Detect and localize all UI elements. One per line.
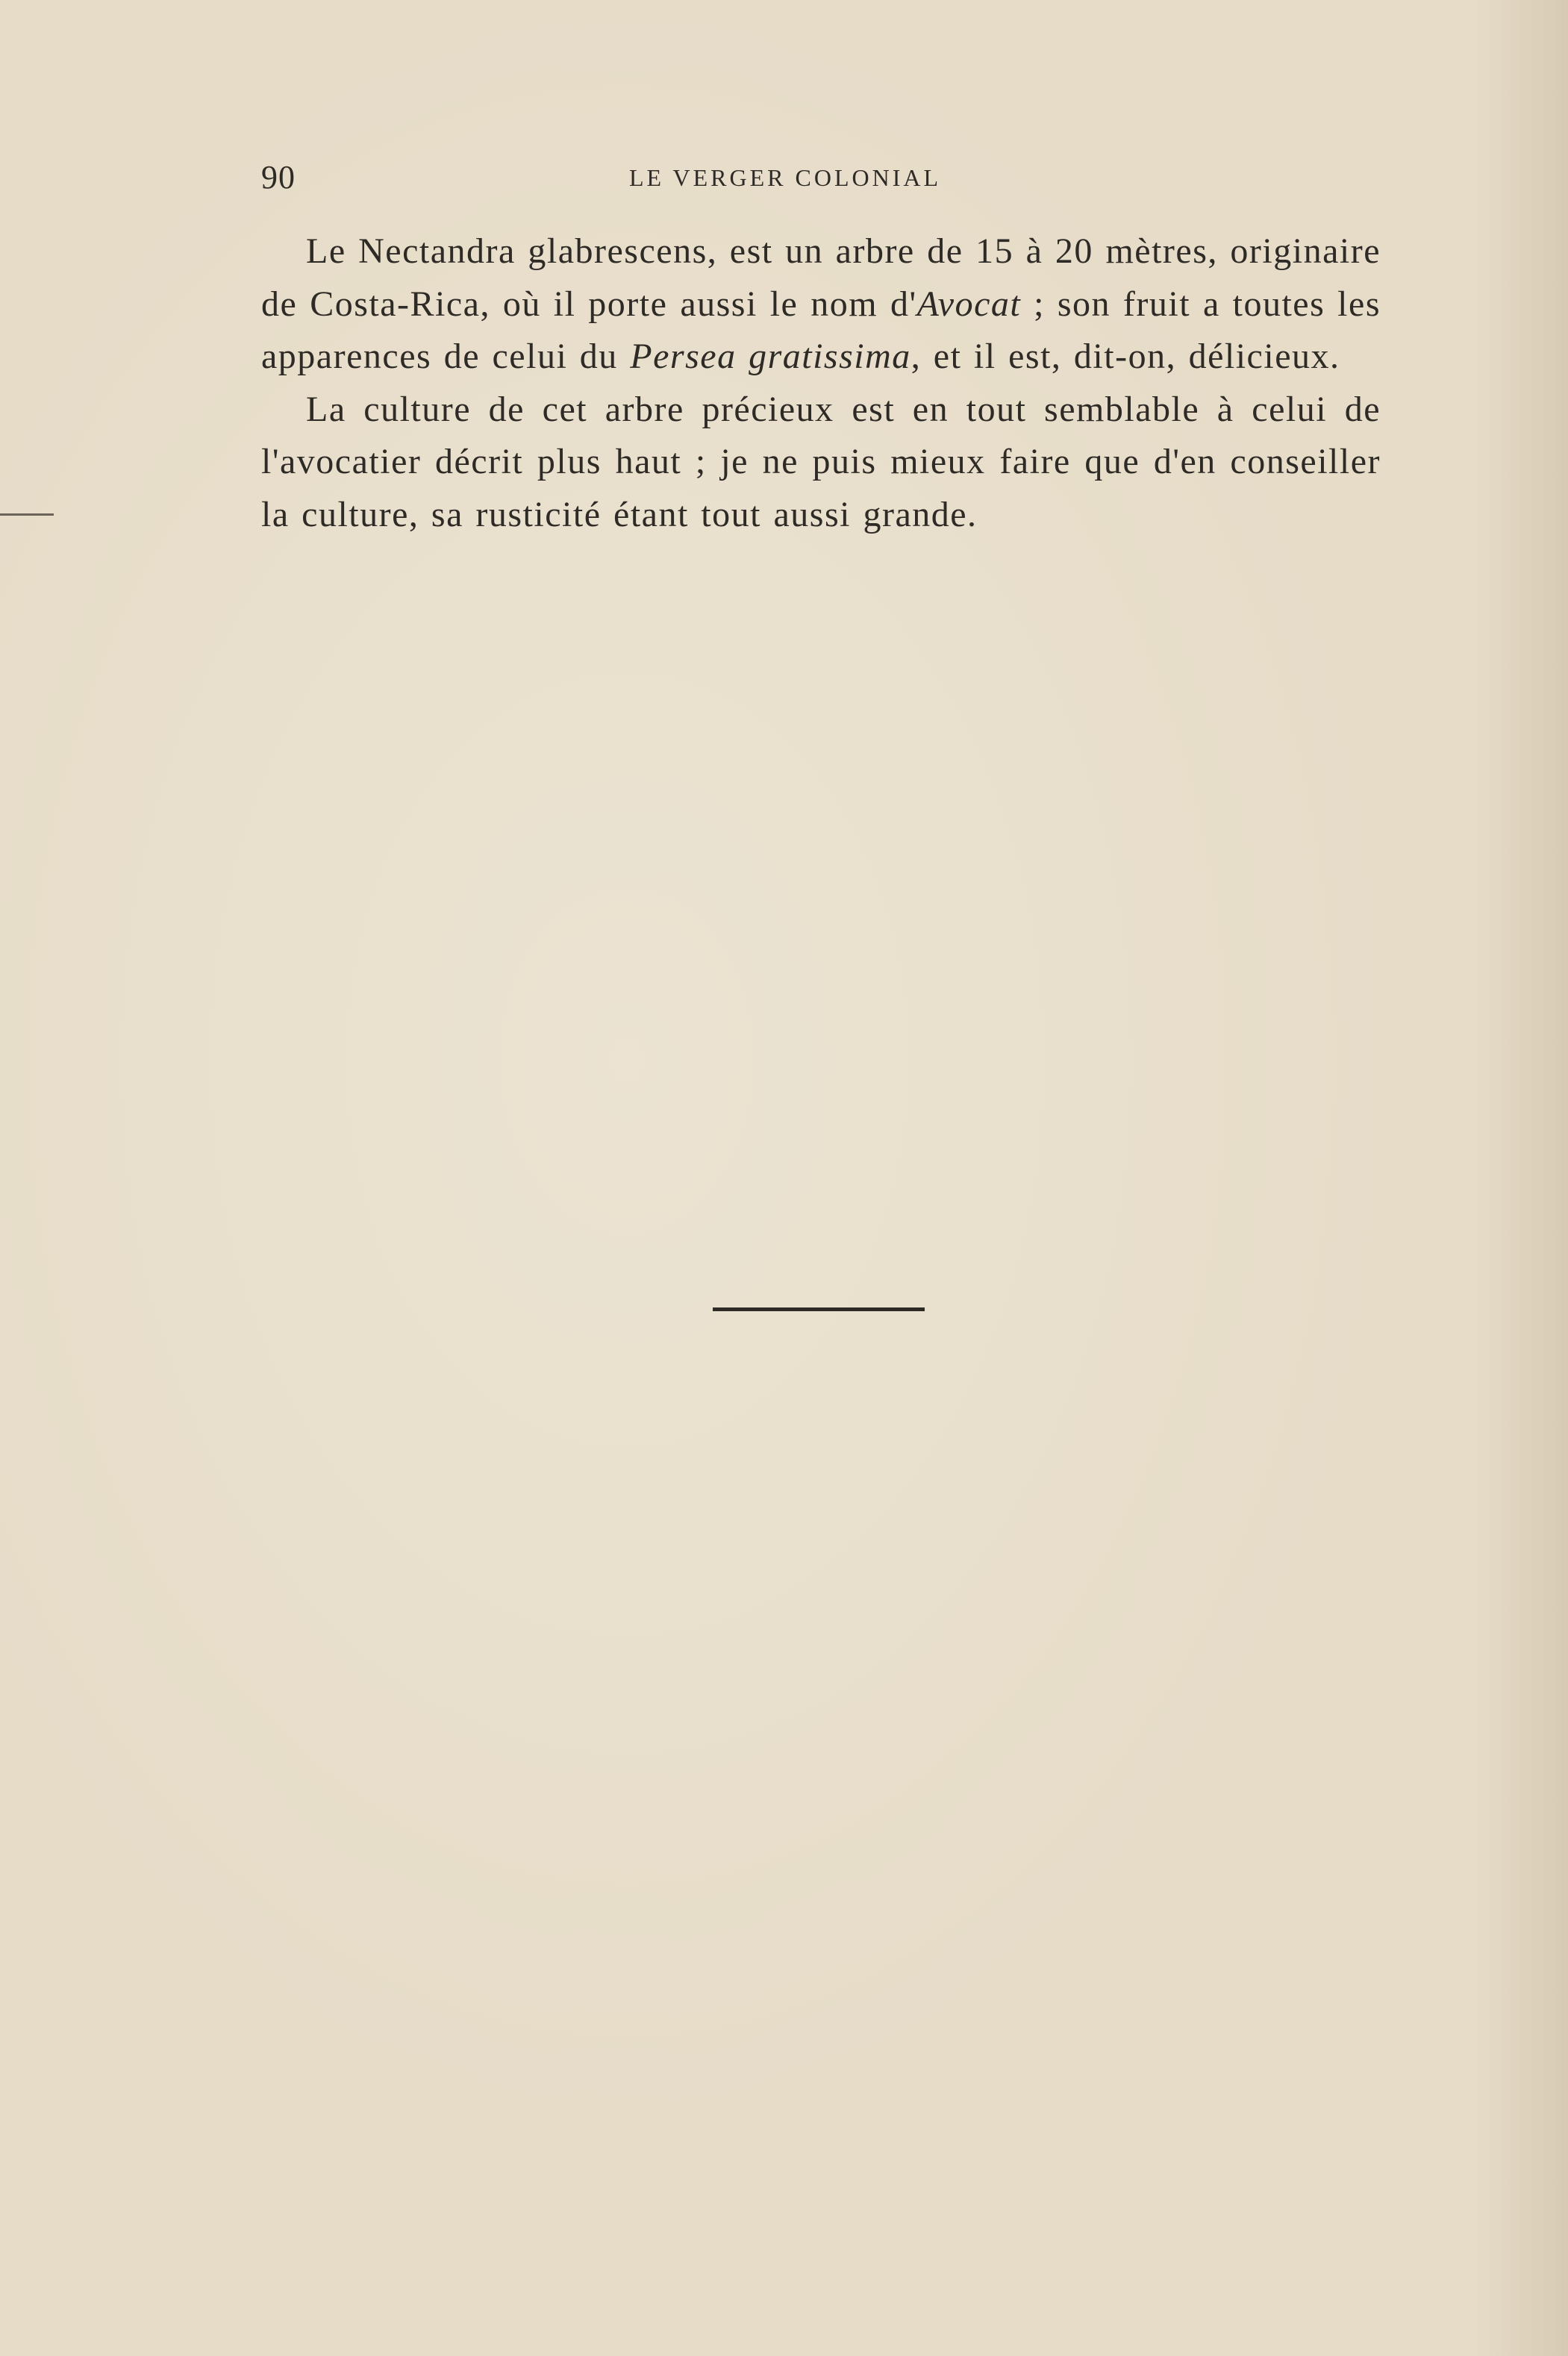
running-title: LE VERGER COLONIAL (629, 164, 942, 191)
margin-mark (0, 513, 54, 516)
paragraph-1-italic-avocat: Avocat (916, 284, 1022, 324)
end-rule (713, 1307, 925, 1311)
body-text (261, 225, 1381, 541)
paragraph-1-text-b: ; son fruit a toutes les apparences de celui du (261, 284, 1381, 376)
paragraph-1-text-c: , et il est, dit-on, délicieux. (910, 337, 1340, 376)
paragraph-1 (261, 225, 1381, 384)
paragraph-1-text-a: Le Nectandra glabrescens, est un arbre de 15 à 20 mètres, originaire de Costa-Rica, où il porte aussi le nom d' (261, 231, 1381, 324)
page-number: 90 (261, 159, 296, 196)
paragraph-1-italic-persea: Persea gratissima (630, 337, 911, 376)
paragraph-2: La culture de cet arbre précieux est en tout semblable à celui de l'avocatier décrit plus haut ; je ne puis mieux faire que d'en conseiller la culture, sa rusticité étant tout aussi grande. (261, 389, 1381, 534)
running-head (261, 155, 1381, 200)
